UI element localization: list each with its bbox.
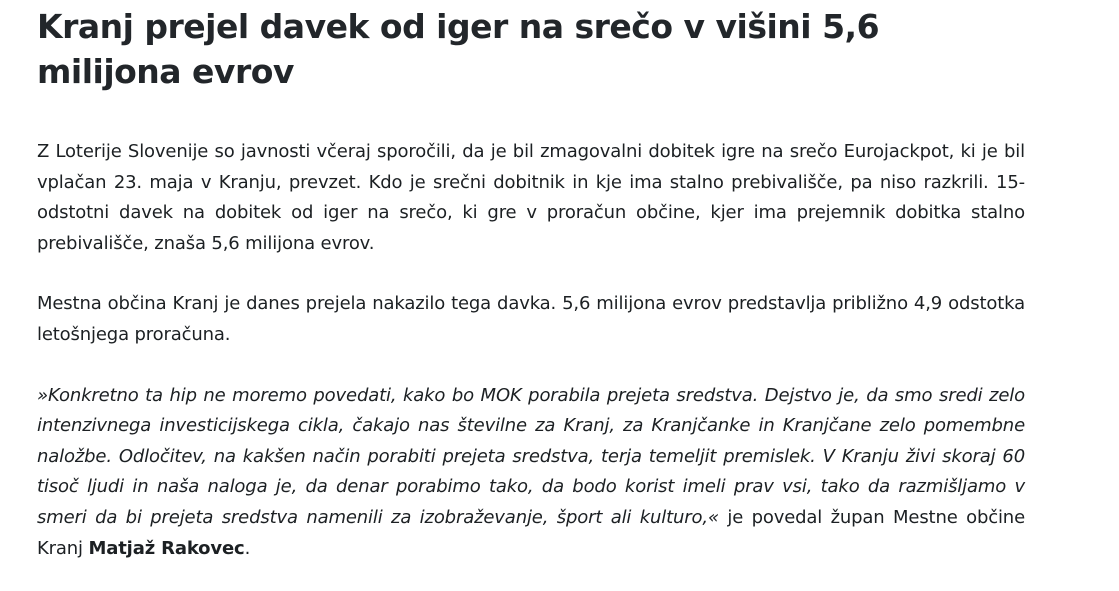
article-title: Kranj prejel davek od iger na srečo v višini 5,6 milijona evrov — [37, 7, 880, 91]
article-paragraph-2: Mestna občina Kranj je danes prejela nakazilo tega davka. 5,6 milijona evrov predstavlja približno 4,9 odstotka letošnjega proračuna. — [37, 293, 1025, 345]
mayor-quote: »Konkretno ta hip ne moremo povedati, kako bo MOK porabila prejeta sredstva. Dejstvo je, da smo sredi zelo intenzivnega investicijskega cikla, čakajo nas številne za Kranj, za Kranjčanke in Kranjčane zelo pomembne naložbe. Odločitev, na kakšen način porabiti prejeta sredstva, terja temeljit premislek. V Kranju živi skoraj 60 tisoč ljudi in naša naloga je, da denar porabimo tako, da bodo korist imeli prav vsi, tako da razmišljamo v smeri da bi prejeta sredstva namenili za izobraževanje, šport ali kulturo,« — [37, 384, 1025, 528]
article — [37, 0, 1025, 564]
article-paragraph-1: Z Loterije Slovenije so javnosti včeraj sporočili, da je bil zmagovalni dobitek igre na srečo Eurojackpot, ki je bil vplačan 23. maja v Kranju, prevzet. Kdo je srečni dobitnik in kje ima stalno prebivališče, pa niso razkrili. 15-odstotni davek na dobitek od iger na srečo, ki gre v proračun občine, kjer ima prejemnik dobitka stalno prebivališče, znaša 5,6 milijona evrov. — [37, 141, 1025, 254]
quote-attribution: je povedal župan Mestne občine Kranj — [37, 506, 1025, 559]
sentence-end: . — [244, 537, 251, 559]
article-paragraph-3 — [37, 381, 1025, 565]
speaker-name: Matjaž Rakovec — [88, 537, 245, 559]
